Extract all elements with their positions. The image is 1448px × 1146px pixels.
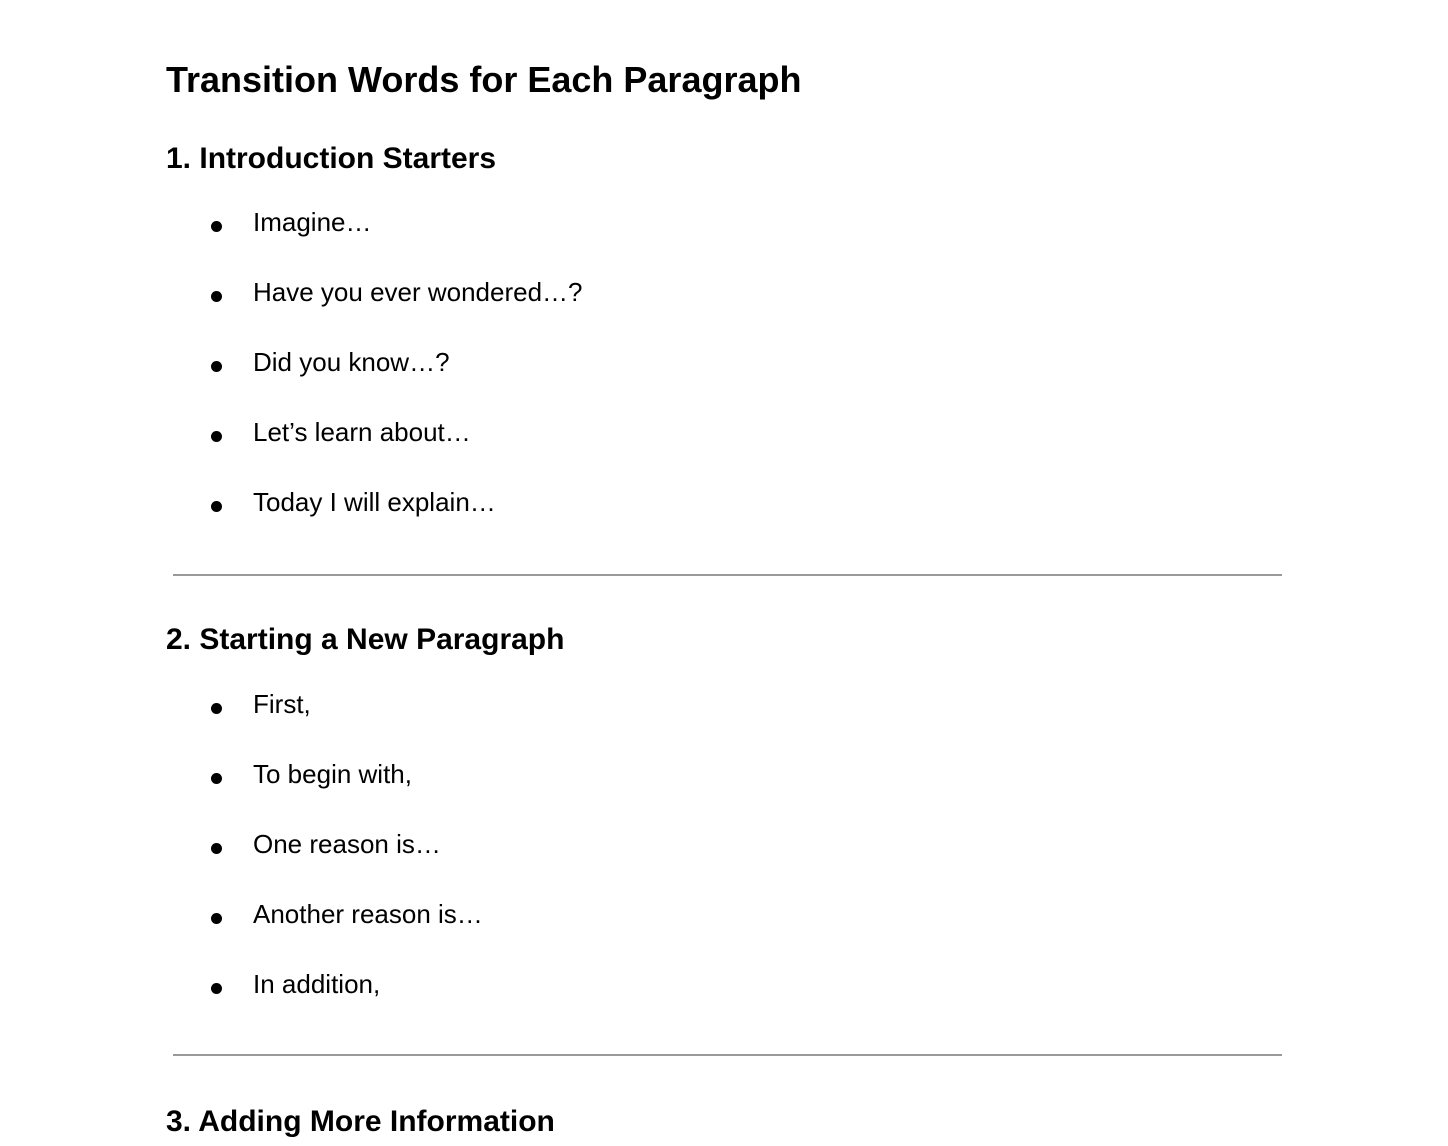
list-item-text: Did you know…? bbox=[253, 347, 450, 377]
bullet-icon bbox=[211, 431, 222, 442]
list-item-text: To begin with, bbox=[253, 759, 412, 789]
bullet-icon bbox=[211, 703, 222, 714]
bullet-icon bbox=[211, 221, 222, 232]
list-item-text: Let’s learn about… bbox=[253, 417, 471, 447]
list-item bbox=[0, 969, 900, 1053]
section-heading-introduction-starters: 1. Introduction Starters bbox=[166, 142, 497, 175]
page-title: Transition Words for Each Paragraph bbox=[166, 59, 802, 100]
bullet-list-introduction-starters bbox=[0, 207, 900, 571]
bullet-list-starting-new-paragraph bbox=[0, 689, 900, 1053]
section-heading-adding-more-information: 3. Adding More Information bbox=[166, 1105, 555, 1138]
bullet-icon bbox=[211, 913, 222, 924]
bullet-icon bbox=[211, 983, 222, 994]
horizontal-divider bbox=[173, 1054, 1282, 1056]
list-item bbox=[0, 689, 900, 773]
bullet-icon bbox=[211, 773, 222, 784]
horizontal-divider bbox=[173, 574, 1282, 576]
list-item-text: Today I will explain… bbox=[253, 487, 496, 517]
list-item bbox=[0, 899, 900, 983]
list-item bbox=[0, 487, 900, 571]
bullet-icon bbox=[211, 361, 222, 372]
list-item-text: One reason is… bbox=[253, 829, 441, 859]
bullet-icon bbox=[211, 291, 222, 302]
list-item bbox=[0, 277, 900, 361]
list-item-text: In addition, bbox=[253, 969, 381, 999]
bullet-icon bbox=[211, 843, 222, 854]
list-item-text: Have you ever wondered…? bbox=[253, 277, 583, 307]
bullet-icon bbox=[211, 501, 222, 512]
list-item-text: First, bbox=[253, 689, 311, 719]
list-item-text: Another reason is… bbox=[253, 899, 483, 929]
list-item-text: Imagine… bbox=[253, 207, 372, 237]
list-item bbox=[0, 759, 900, 843]
section-heading-starting-new-paragraph: 2. Starting a New Paragraph bbox=[166, 623, 565, 656]
